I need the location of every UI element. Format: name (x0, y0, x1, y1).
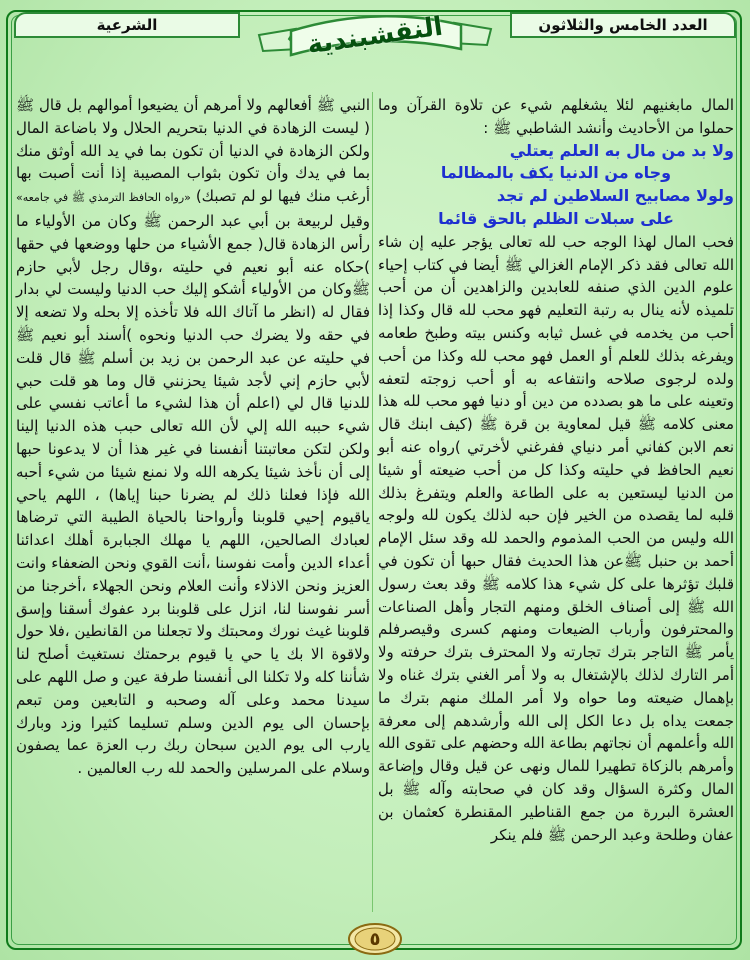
poem-line: على سبلات الظلم بالحق قائما (438, 208, 674, 228)
body-text: وقيل لربيعة بن أبي عبد الرحمن ﷺ وكان من الأولياء ما رأس الزهادة قال( جمع الأشياء من حلها ووضعها في حقها )حكاه عنه أبو نعيم في حليته ،وقال رجل لأبي حازم ﷺوكان من الأولياء أشكو إليك حب الدنيا وليست لي بدار فقال له (انظر ما آتاك الله فلا تأخذه إلا بحله ولا تضعه إلا في حقه ولا يضرك حب الدنيا ونحوه )أسند أبو نعيم ﷺ في حليته عن عبد الرحمن بن زيد بن أسلم ﷺ قال قلت لأبي حازم إني لأجد شيئا يحزنني قال وما هو قلت حبي للدنيا قال لي (اعلم أن هذا لشيء ما أعاتب نفسي على شيء حببه الله إلي لأن الله تعالى حبب هذه الدنيا إلينا ولكن لتكن معاتبتنا أنفسنا في غير هذا أن لا يدعونا حبها إلى أن نأخذ شيئا يكرهه الله ولا نمنع شيئا من شيء أحبه الله فإذا فعلنا ذلك لم يضرنا حبنا إياها) ، اللهم ياحي ياقيوم إحيي قلوبنا وأرواحنا بالحياة الطيبة التي ترضاها لعبادك الصالحين، اللهم يا مهلك الجبابرة أهلك اعدائنا أعداء الدين وأمت نفوسنا ،أنت القوي ونحن الضعفاء وانت العزيز ونحن الاذلاء وأنت العلام ونحن الجهلاء ،أخرجنا من أسر نفوسنا لنا، انزل على قلوبنا برد عفوك أسقنا وإسق قلوبنا غيث نورك ومحبتك ولا تجعلنا من القانطين ،فلا حول ولاقوة الا بك يا حي يا قيوم برحمتك نستغيث أصلح لنا شأننا كله ولا تكلنا الى أنفسنا طرفة عين و صل اللهم على سيدنا محمد وعلى آله وصحبه و التابعين ومن تبعم بإحسان الى يوم الدين وسلم تسليما كثيرا وزد وبارك يارب الى يوم الدين سبحان ربك رب العزة عما يصفون وسلام على المرسلين والحمد لله رب العالمين . (16, 211, 370, 778)
column-divider (372, 92, 373, 912)
body-text: النبي ﷺ أفعالهم ولا أمرهم أن يضيعوا أموالهم بل قال ﷺ ( ليست الزهادة في الدنيا بتحريم الحلال ولا باضاعة المال ولكن الزهادة في الدنيا أن تكون بما في يد الله أوثق منك بما في يدك وأن تكون بثواب المصيبة إذا أنت أصبت بها أرغب منك فيها لو لم تصبك) (16, 96, 370, 206)
section-label: الشرعية (14, 12, 240, 38)
poem-line: ولا بد من مال به العلم يعتلي (509, 140, 734, 160)
body-paragraph (16, 94, 370, 780)
poem (378, 140, 734, 231)
intro-paragraph: المال مابغنيهم لئلا يشغلهم شيء عن تلاوة القرآن وما حملوا من الأحاديث وأنشد الشاطبي ﷺ : (378, 96, 734, 137)
banner-title: النقشبندية (305, 11, 445, 61)
page-number-badge (347, 922, 403, 956)
poem-line: وجاه من الدنيا يكف بالمظالما (440, 163, 672, 183)
right-column (378, 94, 734, 846)
left-column (16, 94, 370, 780)
hadith-reference: «رواه الحافظ الترمذي ﷺ في جامعه» (16, 191, 191, 205)
poem-line: ولولا مصابيح السلاطين لم تجد (496, 186, 734, 206)
body-paragraph: فحب المال لهذا الوجه حب لله تعالى يؤجر عليه إن شاء الله تعالى فقد ذكر الإمام الغزالي ﷺ أيضا في كتاب إحياء علوم الدين الذي صنفه للعابدين والزاهدين أن من أحب تلميذه لأنه ينال به رتبة التعليم فهو محب لله قال وكذا إذا أحب من يخدمه في غسل ثيابه وكنس بيته وطبخ طعامه ويفرغه بذلك للعلم أو العمل فهو محب لله وكذا من أحب ولده لرجوى صلاحه وانتفاعه به أو أحب زوجته لتعفه وتعينه على ما هو بصدده من دين أو دنيا فهو محب لله هذا معنى كلامه ﷺ قيل لمعاوية بن قرة ﷺ (كيف ابنك قال نعم الابن كفاني أمر دنياي ففرغني لأخرتي )رواه عنه أبو نعيم الحافظ في حليته وكذا كل من أحب ضيعته أو شيئا من الدنيا ليستعين به على الطاعة والعلم ويتفرغ بذلك قلبه لما يقصده من الخير فإن حبه لذلك يكون لله ولوجه الله وليس من الحب المذموم والحمد لله وقد سئل الإمام أحمد بن حنبل ﷺعن هذا الحديث فقال حبها أن تكون في قلبك تؤثرها على كل شيء هذا كلامه ﷺ وقد بعث رسول الله ﷺ إلى أصناف الخلق ومنهم التجار وأهل الصناعات والمحترفون وأرباب الضيعات ومنهم كسرى وقيصرفلم يأمر ﷺ التاجر بترك تجارته ولا المحترف بترك حرفته ولا أمر التارك لذلك بالإشتغال به ولا أمر الغني بترك غناه ولا بإهمال ضيعته وما حواه ولا أمر الملك منهم بترك ما جمعت يداه بل دعا الكل إلى الله وأرشدهم إلى معرفة الله وأعلمهم أن نجاتهم بطاعة الله وحضهم على تقوى الله وأمرهم بالزكاة تطهيرا للمال ونهى عن قيل وقال وإضاعة المال وكثرة السؤال وقد كان في صحابته وآله ﷺ بل العشرة البررة من جمع القناطير المقنطرة كعثمان بن عفان وطلحة وعبد الرحمن ﷺ فلم ينكر (378, 232, 734, 844)
issue-label: العدد الخامس والثلاثون (510, 12, 736, 38)
page-number: ٥ (369, 928, 381, 950)
